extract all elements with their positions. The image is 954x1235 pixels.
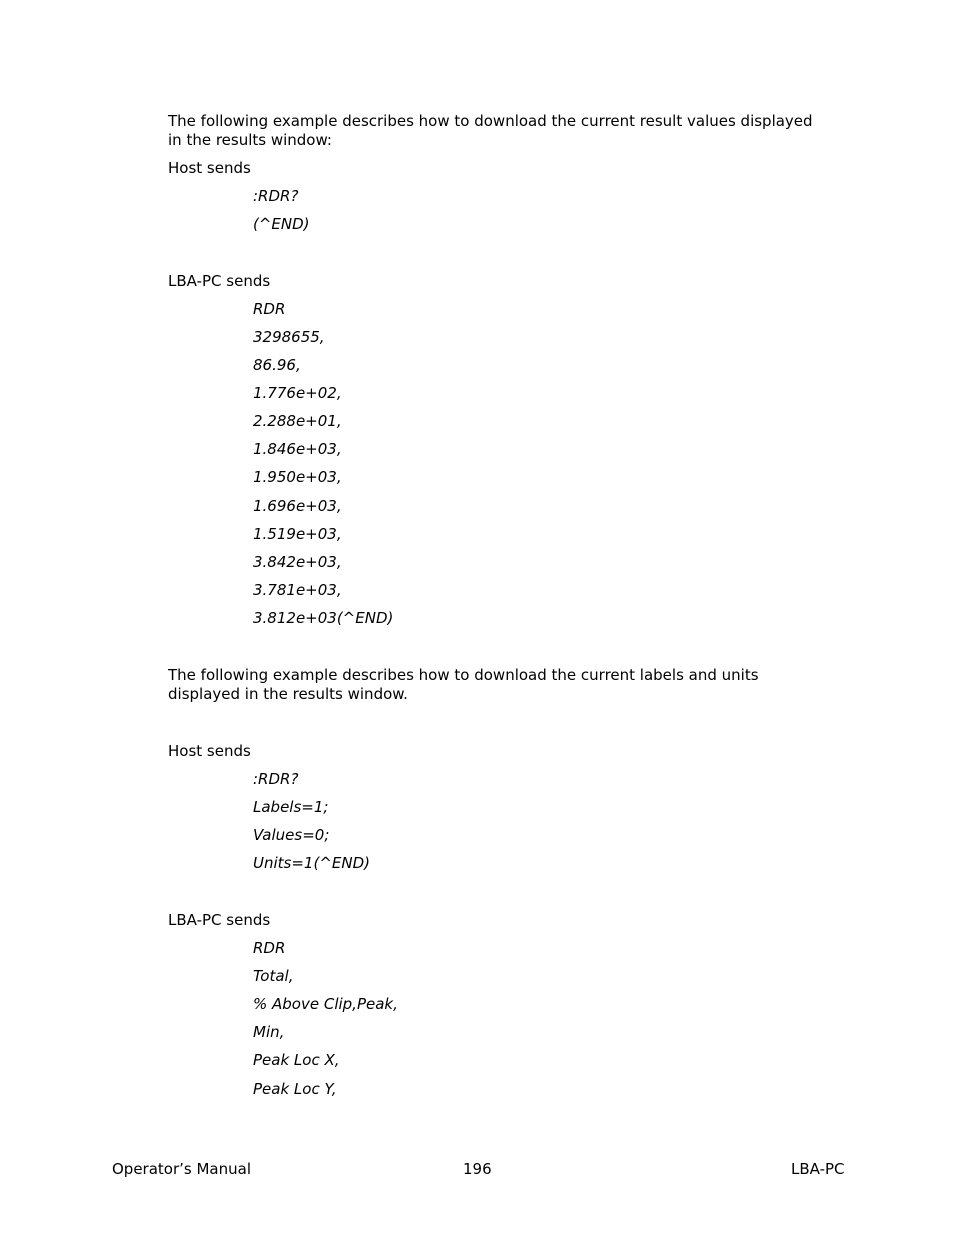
code-line: RDR bbox=[253, 939, 286, 957]
code-line: 3.781e+03, bbox=[253, 581, 342, 599]
code-line: :RDR? bbox=[253, 770, 299, 788]
code-line: Peak Loc Y, bbox=[253, 1080, 337, 1098]
code-line: Units=1(^END) bbox=[253, 854, 370, 872]
code-line: RDR bbox=[253, 300, 286, 318]
footer-page-number: 196 bbox=[463, 1160, 492, 1178]
code-line: 1.776e+02, bbox=[253, 384, 342, 402]
code-line: 1.696e+03, bbox=[253, 497, 342, 515]
code-line: Min, bbox=[253, 1023, 285, 1041]
code-line: 3298655, bbox=[253, 328, 325, 346]
code-line: 1.950e+03, bbox=[253, 468, 342, 486]
footer-product-name: LBA-PC bbox=[791, 1160, 845, 1178]
section2-host-label: Host sends bbox=[168, 742, 251, 760]
code-line: Peak Loc X, bbox=[253, 1051, 340, 1069]
section1-host-label: Host sends bbox=[168, 159, 251, 177]
code-line: 1.846e+03, bbox=[253, 440, 342, 458]
code-line: 2.288e+01, bbox=[253, 412, 342, 430]
code-line: Labels=1; bbox=[253, 798, 329, 816]
code-line: 86.96, bbox=[253, 356, 301, 374]
code-line: Total, bbox=[253, 967, 294, 985]
code-line: % Above Clip,Peak, bbox=[253, 995, 398, 1013]
footer-manual-title: Operator’s Manual bbox=[112, 1160, 251, 1178]
section2-lba-label: LBA-PC sends bbox=[168, 911, 271, 929]
code-line: 3.842e+03, bbox=[253, 553, 342, 571]
code-line: (^END) bbox=[253, 215, 310, 233]
section1-lba-label: LBA-PC sends bbox=[168, 272, 271, 290]
code-line: :RDR? bbox=[253, 187, 299, 205]
code-line: 1.519e+03, bbox=[253, 525, 342, 543]
section2-intro: The following example describes how to download the current labels and units displayed in the results window. bbox=[168, 666, 759, 703]
code-line: 3.812e+03(^END) bbox=[253, 609, 394, 627]
code-line: Values=0; bbox=[253, 826, 330, 844]
section1-intro: The following example describes how to download the current result values displayed in the results window: bbox=[168, 112, 813, 149]
